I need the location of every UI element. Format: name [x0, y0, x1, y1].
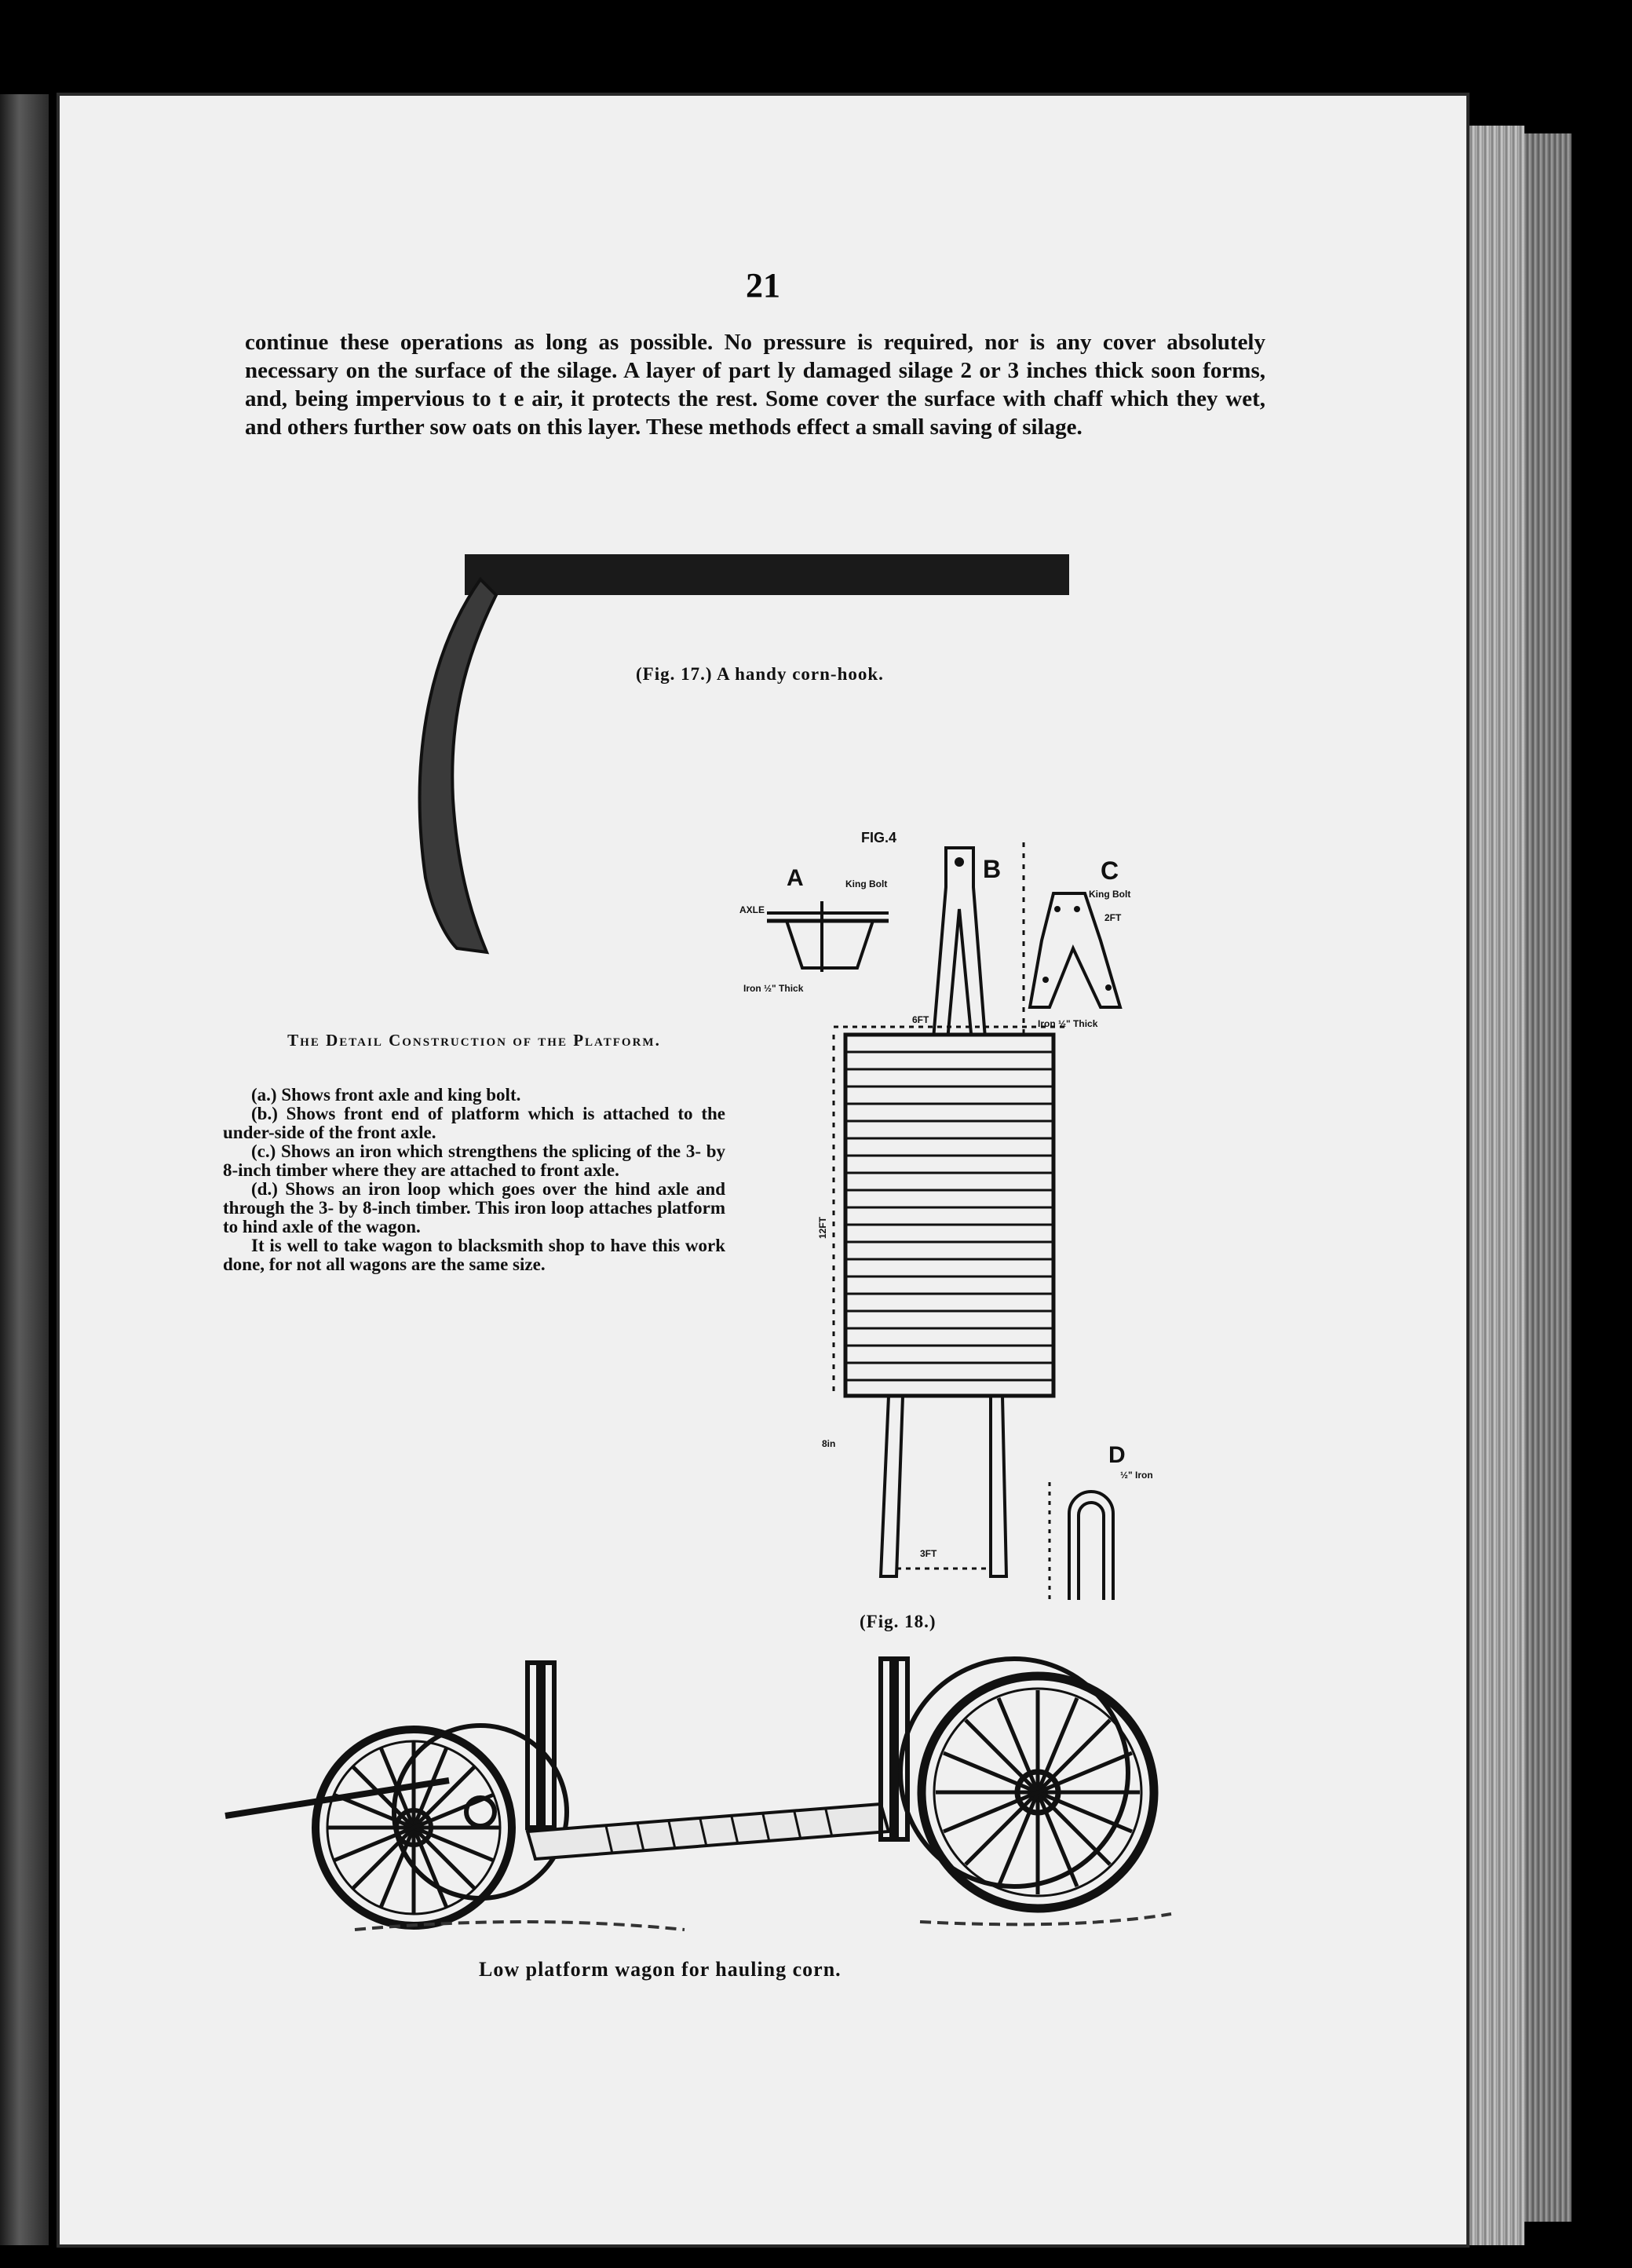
detail-item-c: (c.) Shows an iron which strengthens the splicing of the 3- by 8-inch timber where they are attached to front axle.	[223, 1141, 725, 1180]
detail-item-b: (b.) Shows front end of platform which is attached to the under-side of the front axle.	[223, 1104, 725, 1142]
page-number: 21	[746, 266, 780, 305]
detail-closing: It is well to take wagon to blacksmith shop to have this work done, for not all wagons are the same size.	[223, 1236, 725, 1274]
label-a: A	[787, 865, 804, 891]
page-stack-edge-outer	[1524, 133, 1572, 2222]
eight-in-label: 8in	[822, 1438, 836, 1449]
label-c: C	[1101, 856, 1119, 885]
iron-note-c: Iron ½" Thick	[1038, 1018, 1098, 1029]
six-ft-label: 6FT	[912, 1014, 929, 1025]
body-paragraph: continue these operations as long as possible. No pressure is required, nor is any cover absolutely necessary on the surface of the silage. A layer of part ly damaged silage 2 or 3 inches thick soon forms, and, being impervious to t e air, it protects the rest. Some cover the surface with chaff which they wet, and others further sow oats on this layer. These methods effect a small saving of silage.	[245, 330, 1265, 440]
fig18-caption: (Fig. 18.)	[860, 1612, 936, 1631]
two-ft-label: 2FT	[1104, 912, 1122, 923]
iron-note-a: Iron ½" Thick	[743, 983, 804, 994]
fig4-label: FIG.4	[861, 830, 897, 845]
three-ft-label: 3FT	[920, 1548, 937, 1559]
king-bolt-c-label: King Bolt	[1089, 889, 1131, 900]
rear-wheel	[922, 1676, 1154, 1908]
fig17-caption: (Fig. 17.) A handy corn-hook.	[636, 664, 884, 684]
label-b: B	[983, 855, 1002, 883]
wagon-illustration	[57, 93, 1470, 2248]
ground-shadow	[355, 1914, 1171, 1930]
twelve-ft-label: 12FT	[817, 1216, 828, 1239]
page-stack-edge	[1462, 126, 1524, 2245]
axle-label: AXLE	[739, 904, 765, 915]
king-bolt-a-label: King Bolt	[845, 878, 888, 889]
half-in-label: ½" Iron	[1120, 1470, 1153, 1481]
front-wheel	[316, 1729, 512, 1926]
wagon-platform	[528, 1804, 889, 1859]
detail-heading: The Detail Construction of the Platform.	[287, 1031, 661, 1050]
book-page	[57, 93, 1470, 2248]
wagon-caption: Low platform wagon for hauling corn.	[479, 1958, 842, 1981]
label-d: D	[1108, 1442, 1126, 1468]
detail-item-a: (a.) Shows front axle and king bolt.	[251, 1085, 521, 1105]
detail-item-d: (d.) Shows an iron loop which goes over the hind axle and through the 3- by 8-inch timber. This iron loop attaches platform to hind axle of the wagon.	[223, 1179, 725, 1236]
left-page-edge	[0, 94, 49, 2245]
